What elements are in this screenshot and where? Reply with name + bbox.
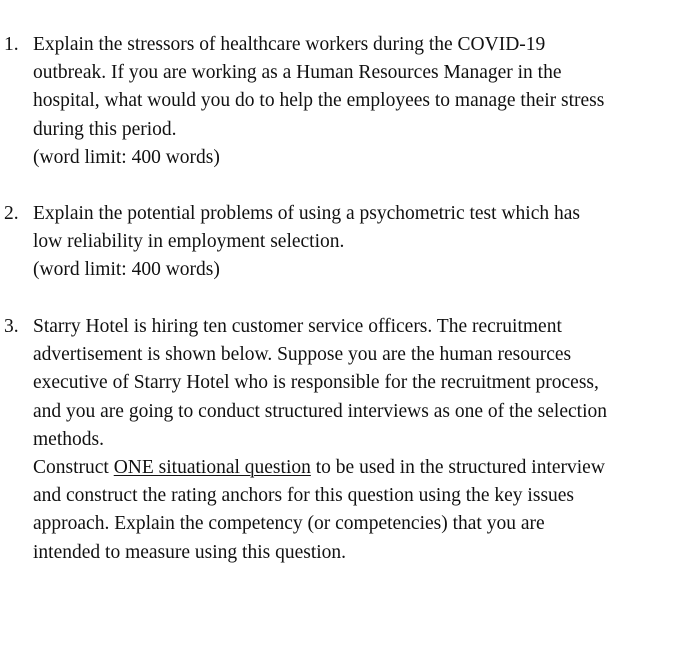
- question-3-line-2: advertisement is shown below. Suppose you are the human resources: [33, 344, 572, 366]
- question-3-text: [33, 313, 693, 567]
- question-3-line-8: approach. Explain the competency (or competencies) that you are: [33, 513, 545, 535]
- situational-question-underlined: ONE situational question: [113, 457, 311, 479]
- question-2-text: [33, 200, 693, 285]
- question-3-line-9: intended to measure using this question.: [33, 541, 347, 563]
- question-1-number: 1.: [4, 34, 19, 55]
- question-1-line-1: Explain the stressors of healthcare workers during the COVID-19: [33, 34, 546, 55]
- question-3-line-3: executive of Starry Hotel who is responsible for the recruitment process,: [33, 372, 599, 394]
- construct-suffix: to be used in the structured interview: [310, 457, 605, 479]
- construct-prefix: Construct: [33, 457, 114, 479]
- question-3-line-5: methods.: [33, 428, 104, 450]
- question-1-line-3: hospital, what would you do to help the employees to manage their stress: [33, 90, 605, 112]
- question-1-word-limit: (word limit: 400 words): [33, 146, 220, 168]
- question-2-word-limit: (word limit: 400 words): [33, 259, 220, 281]
- question-3-line-4: and you are going to conduct structured interviews as one of the selection: [33, 400, 607, 422]
- question-3-line-1: Starry Hotel is hiring ten customer service officers. The recruitment: [33, 316, 562, 337]
- question-3-construct-line: [33, 454, 693, 482]
- question-2-line-1: Explain the potential problems of using a psychometric test which has: [33, 203, 580, 224]
- question-3-number: 3.: [4, 316, 19, 337]
- question-2-number: 2.: [4, 203, 19, 224]
- question-1-line-4: during this period.: [33, 118, 177, 140]
- question-2-line-2: low reliability in employment selection.: [33, 231, 345, 253]
- question-1-text: [33, 31, 693, 172]
- question-3-line-7: and construct the rating anchors for this question using the key issues: [33, 485, 575, 507]
- question-1-line-2: outbreak. If you are working as a Human Resources Manager in the: [33, 62, 562, 84]
